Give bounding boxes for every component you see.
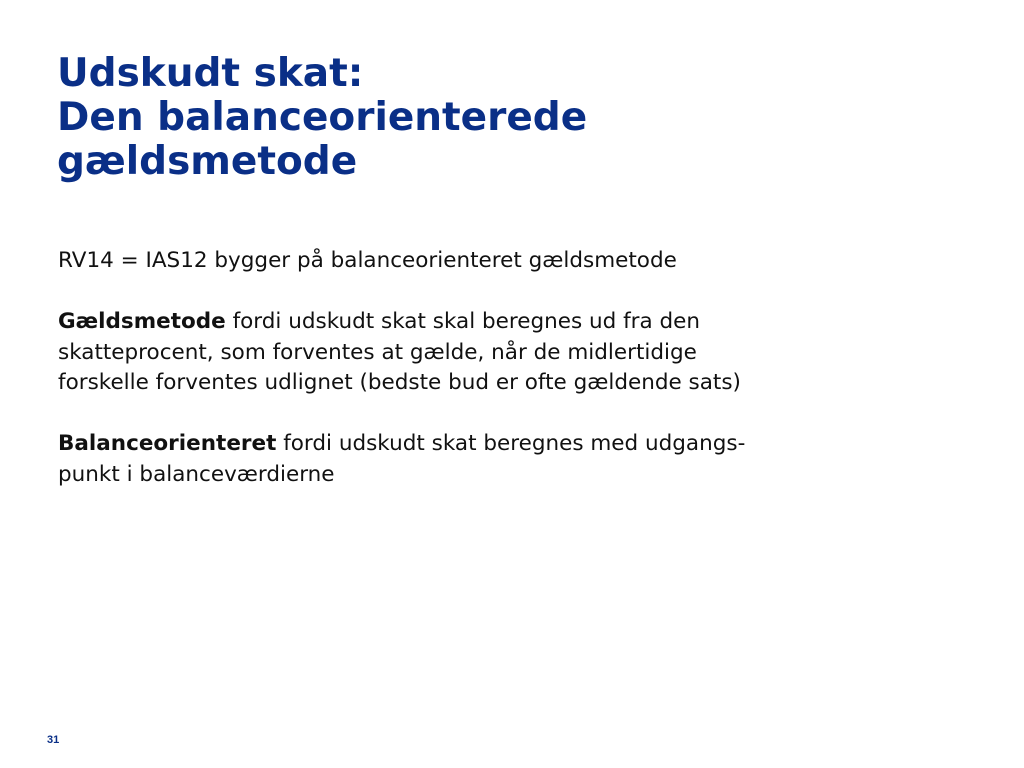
gaeldsmetode-line-2: skatteprocent, som forventes at gælde, når de midlertidige (58, 339, 697, 365)
slide-body (58, 246, 958, 490)
balanceorienteret-text-1: fordi udskudt skat beregnes med udgangs- (276, 431, 746, 456)
gaeldsmetode-paragraph (58, 307, 958, 399)
gaeldsmetode-line-1 (58, 307, 958, 338)
page-number: 31 (47, 734, 60, 746)
title-line-3: gældsmetode (57, 139, 358, 184)
intro-text: RV14 = IAS12 bygger på balanceorienteret gældsmetode (58, 248, 677, 273)
intro-paragraph (58, 246, 958, 277)
balanceorienteret-term: Balanceorienteret (58, 431, 277, 456)
title-line-1: Udskudt skat: (57, 51, 364, 96)
balanceorienteret-paragraph (58, 429, 958, 490)
gaeldsmetode-text-1: fordi udskudt skat skal beregnes ud fra den (225, 309, 701, 334)
slide-title (57, 52, 957, 184)
balanceorienteret-line-1 (58, 429, 958, 460)
balanceorienteret-line-2: punkt i balanceværdierne (58, 461, 335, 487)
gaeldsmetode-term: Gældsmetode (58, 309, 226, 334)
title-line-2: Den balanceorienterede (57, 95, 588, 140)
gaeldsmetode-line-3: forskelle forventes udlignet (bedste bud er ofte gældende sats) (58, 370, 741, 395)
